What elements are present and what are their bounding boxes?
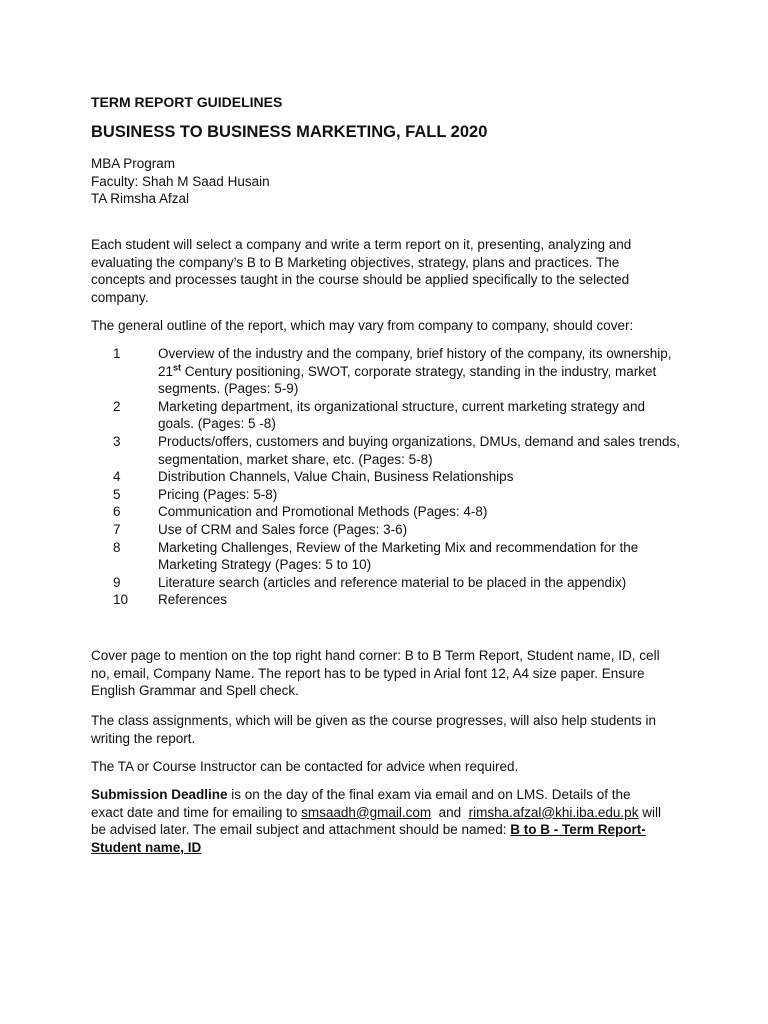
deadline-and: and xyxy=(431,804,469,820)
item-text-cont: Century positioning, SWOT, corporate strategy, standing in the industry, market segments. (Pages: 5-9) xyxy=(158,363,657,397)
naming-convention: B to B - Term Report-Student name, ID xyxy=(91,822,646,855)
item-text: Pricing (Pages: 5-8) xyxy=(158,486,278,502)
item-text: References xyxy=(158,592,228,608)
item-number: 4 xyxy=(113,469,121,485)
list-item xyxy=(91,521,681,539)
item-text: Communication and Promotional Methods (Pages: 4-8) xyxy=(158,504,488,520)
item-number: 1 xyxy=(113,346,121,361)
list-item xyxy=(91,468,681,486)
list-item xyxy=(91,398,681,433)
course-title: BUSINESS TO BUSINESS MARKETING, FALL 2020 xyxy=(91,123,488,141)
email-link-ta[interactable]: rimsha.afzal@khi.iba.edu.pk xyxy=(468,804,639,820)
class-assignments-paragraph: The class assignments, which will be given as the course progresses, will also help students in writing the report. xyxy=(91,713,657,746)
item-number: 9 xyxy=(113,574,121,590)
item-number: 8 xyxy=(113,539,121,555)
item-number: 5 xyxy=(113,486,121,502)
item-text: Products/offers, customers and buying organizations, DMUs, demand and sales trends, segmentation, market share, etc. (Pages: 5-8) xyxy=(158,433,681,467)
list-item xyxy=(91,486,681,504)
list-item xyxy=(91,539,681,574)
deadline-paragraph xyxy=(91,786,666,856)
item-text: Literature search (articles and reference material to be placed in the appendix) xyxy=(158,574,627,590)
list-item xyxy=(91,433,681,468)
faculty-line: Faculty: Shah M Saad Husain xyxy=(91,173,270,189)
list-item xyxy=(91,574,681,592)
document-heading: TERM REPORT GUIDELINES xyxy=(91,94,283,110)
deadline-text: is on the day of the final exam via email and on LMS. Details of the exact date and time for emailing to xyxy=(91,787,631,820)
cover-paragraph: Cover page to mention on the top right hand corner: B to B Term Report, Student name, ID, cell no, email, Company Name. The report has to be typed in Arial font 12, A4 size paper. Ensure English Grammar and Spell check. xyxy=(91,648,660,699)
deadline-text-2: will be advised later. The email subject and attachment should be named: xyxy=(91,804,661,838)
item-number: 3 xyxy=(113,433,121,449)
program-line: MBA Program xyxy=(91,156,176,171)
ta-contact-paragraph: The TA or Course Instructor can be contacted for advice when required. xyxy=(91,759,519,774)
item-number: 2 xyxy=(113,398,121,414)
item-number: 10 xyxy=(113,592,129,608)
email-link-faculty[interactable]: smsaadh@gmail.com xyxy=(301,804,432,820)
item-text: Use of CRM and Sales force (Pages: 3-6) xyxy=(158,521,408,537)
item-text: Overview of the industry and the company, brief history of the company, its ownership, 21 xyxy=(158,346,672,379)
list-item xyxy=(91,345,681,398)
deadline-label: Submission Deadline xyxy=(91,787,228,802)
list-item xyxy=(91,591,681,609)
list-item xyxy=(91,503,681,521)
superscript: st xyxy=(173,362,182,373)
intro-paragraph: Each student will select a company and write a term report on it, presenting, analyzing and evaluating the company’s B to B Marketing objectives, strategy, plans and practices. The concepts and processes taught in the course should be applied specifically to the selected company. xyxy=(91,237,632,305)
item-number: 7 xyxy=(113,521,121,537)
course-meta xyxy=(91,155,270,208)
item-number: 6 xyxy=(113,504,121,520)
item-text: Marketing department, its organizational structure, current marketing strategy and goals. (Pages: 5 -8) xyxy=(158,398,645,432)
outline-list xyxy=(91,345,681,609)
outline-intro: The general outline of the report, which may vary from company to company, should cover: xyxy=(91,318,634,333)
ta-line: TA Rimsha Afzal xyxy=(91,191,190,207)
item-text: Distribution Channels, Value Chain, Business Relationships xyxy=(158,469,514,485)
item-text: Marketing Challenges, Review of the Marketing Mix and recommendation for the Marketing Strategy (Pages: 5 to 10) xyxy=(158,539,639,573)
